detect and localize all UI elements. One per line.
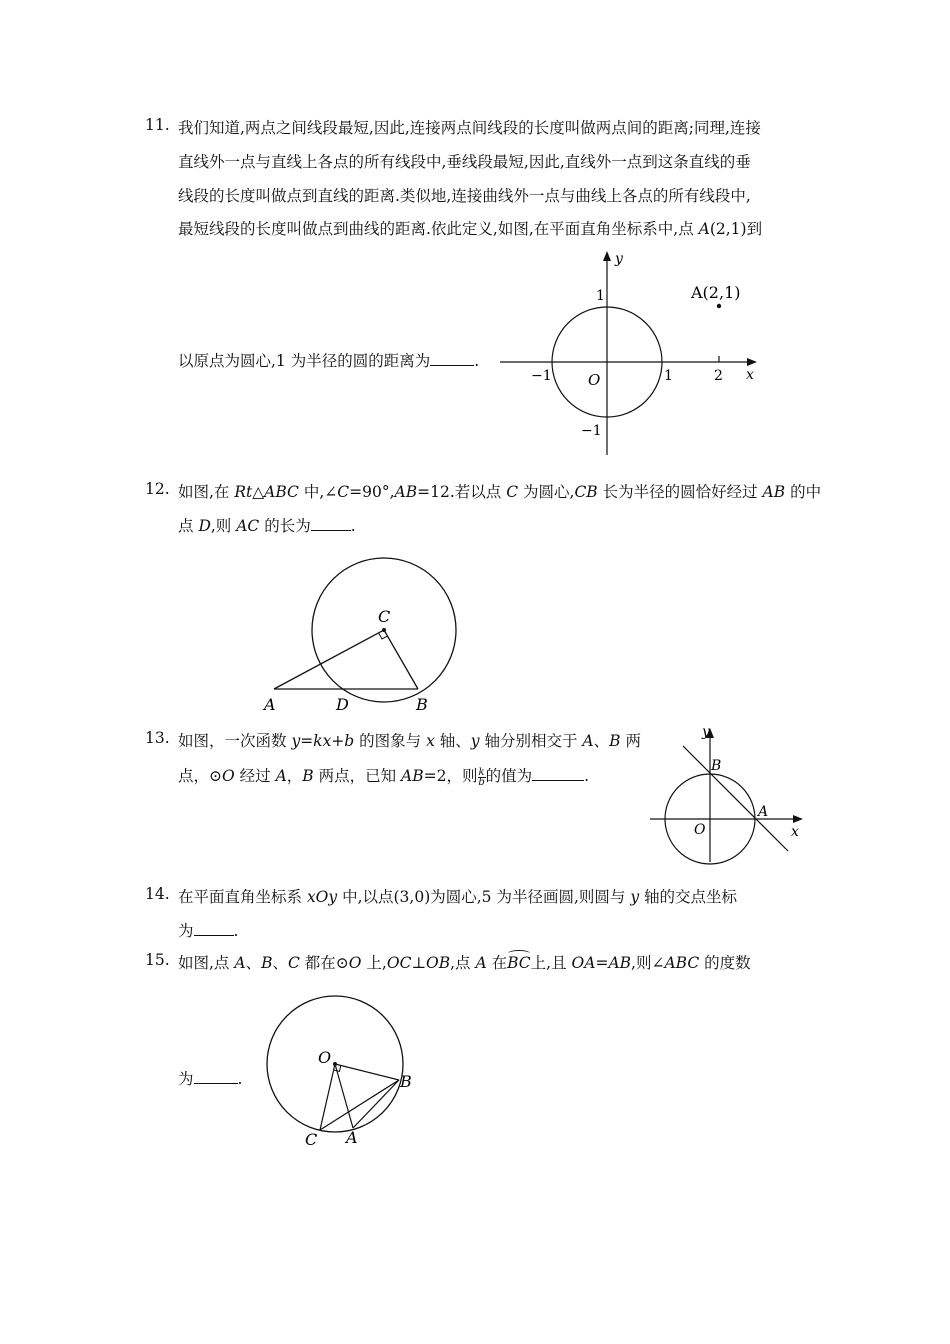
point-label: A xyxy=(758,804,769,820)
answer-blank[interactable] xyxy=(194,920,234,937)
origin-label: O xyxy=(588,371,601,389)
figure-13 xyxy=(648,722,808,867)
arc-bc: BC xyxy=(507,954,531,972)
tick-label: 1 xyxy=(664,368,673,384)
problem-text-line: 我们知道,两点之间线段最短,因此,连接两点间线段的长度叫做两点间的距离;同理,连接 xyxy=(178,119,761,137)
point-label: B xyxy=(711,758,722,774)
point-label: A xyxy=(346,1128,358,1147)
problem-text-line: 如图，一次函数 y=kx+b 的图象与 x 轴、y 轴分别相交于 A、B 两 xyxy=(178,732,641,750)
answer-blank[interactable] xyxy=(311,515,351,532)
answer-blank[interactable] xyxy=(430,350,474,367)
problem-text-line: 为 . xyxy=(178,1067,242,1089)
x-axis-label: x xyxy=(791,824,799,840)
problem-text-line: 如图,在 Rt△ABC 中,∠C=90°,AB=12.若以点 C 为圆心,CB 长为半径的圆恰好经过 AB 的中 xyxy=(178,483,822,501)
problem-number: 13. xyxy=(145,729,170,747)
problem-number: 11. xyxy=(145,116,170,134)
origin-label: O xyxy=(694,822,706,838)
problem-text-line: 以原点为圆心,1 为半径的圆的距离为 . xyxy=(178,349,479,371)
fraction-k-over-b: $\frac{k}{b}$ xyxy=(478,766,485,788)
y-axis-label: y xyxy=(702,724,710,740)
vertex-label: B xyxy=(416,695,428,714)
point-label: C xyxy=(305,1130,318,1149)
problem-number: 14. xyxy=(145,885,170,903)
problem-text-line: 点 D,则 AC 的长为 . xyxy=(178,514,356,536)
point-label: B xyxy=(400,1072,412,1091)
x-axis-label: x xyxy=(746,367,754,383)
problem-text-line: 线段的长度叫做点到直线的距离.类似地,连接曲线外一点与曲线上各点的所有线段中, xyxy=(178,187,751,205)
figure-15 xyxy=(258,992,428,1152)
figure-11 xyxy=(495,245,765,465)
problem-text-line: 点，⊙O 经过 A，B 两点，已知 AB=2，则 $\frac{k}{b}$ 的值为 . xyxy=(178,766,590,788)
tick-label: −1 xyxy=(531,368,552,384)
vertex-label: D xyxy=(336,695,349,714)
problem-text-line: 直线外一点与直线上各点的所有线段中,垂线段最短,因此,直线外一点到这条直线的垂 xyxy=(178,153,751,171)
problem-number: 15. xyxy=(145,951,170,969)
problem-text-line: 在平面直角坐标系 xOy 中,以点(3,0)为圆心,5 为半径画圆,则圆与 y 轴的交点坐标 xyxy=(178,888,738,906)
problem-text-line: 为 . xyxy=(178,919,238,941)
answer-blank[interactable] xyxy=(194,1068,238,1085)
vertex-label: A xyxy=(264,695,276,714)
vertex-label: C xyxy=(378,607,391,626)
problem-text-line: 最短线段的长度叫做点到曲线的距离.依此定义,如图,在平面直角坐标系中,点 A(2,1)到 xyxy=(178,220,763,238)
problem-number: 12. xyxy=(145,480,170,498)
point-label: O xyxy=(318,1048,332,1067)
point-label: A(2,1) xyxy=(691,283,741,302)
answer-blank[interactable] xyxy=(532,765,584,782)
tick-label: −1 xyxy=(581,423,602,439)
point-a xyxy=(717,304,721,308)
problem-text-line: 如图,点 A、B、C 都在⊙O 上,OC⊥OB,点 A 在BC上,且 OA=AB,则∠ABC 的度数 xyxy=(178,954,751,972)
tick-label: 1 xyxy=(596,288,605,304)
y-axis-label: y xyxy=(615,251,623,267)
figure-12 xyxy=(258,550,458,715)
tick-label: 2 xyxy=(714,368,723,384)
